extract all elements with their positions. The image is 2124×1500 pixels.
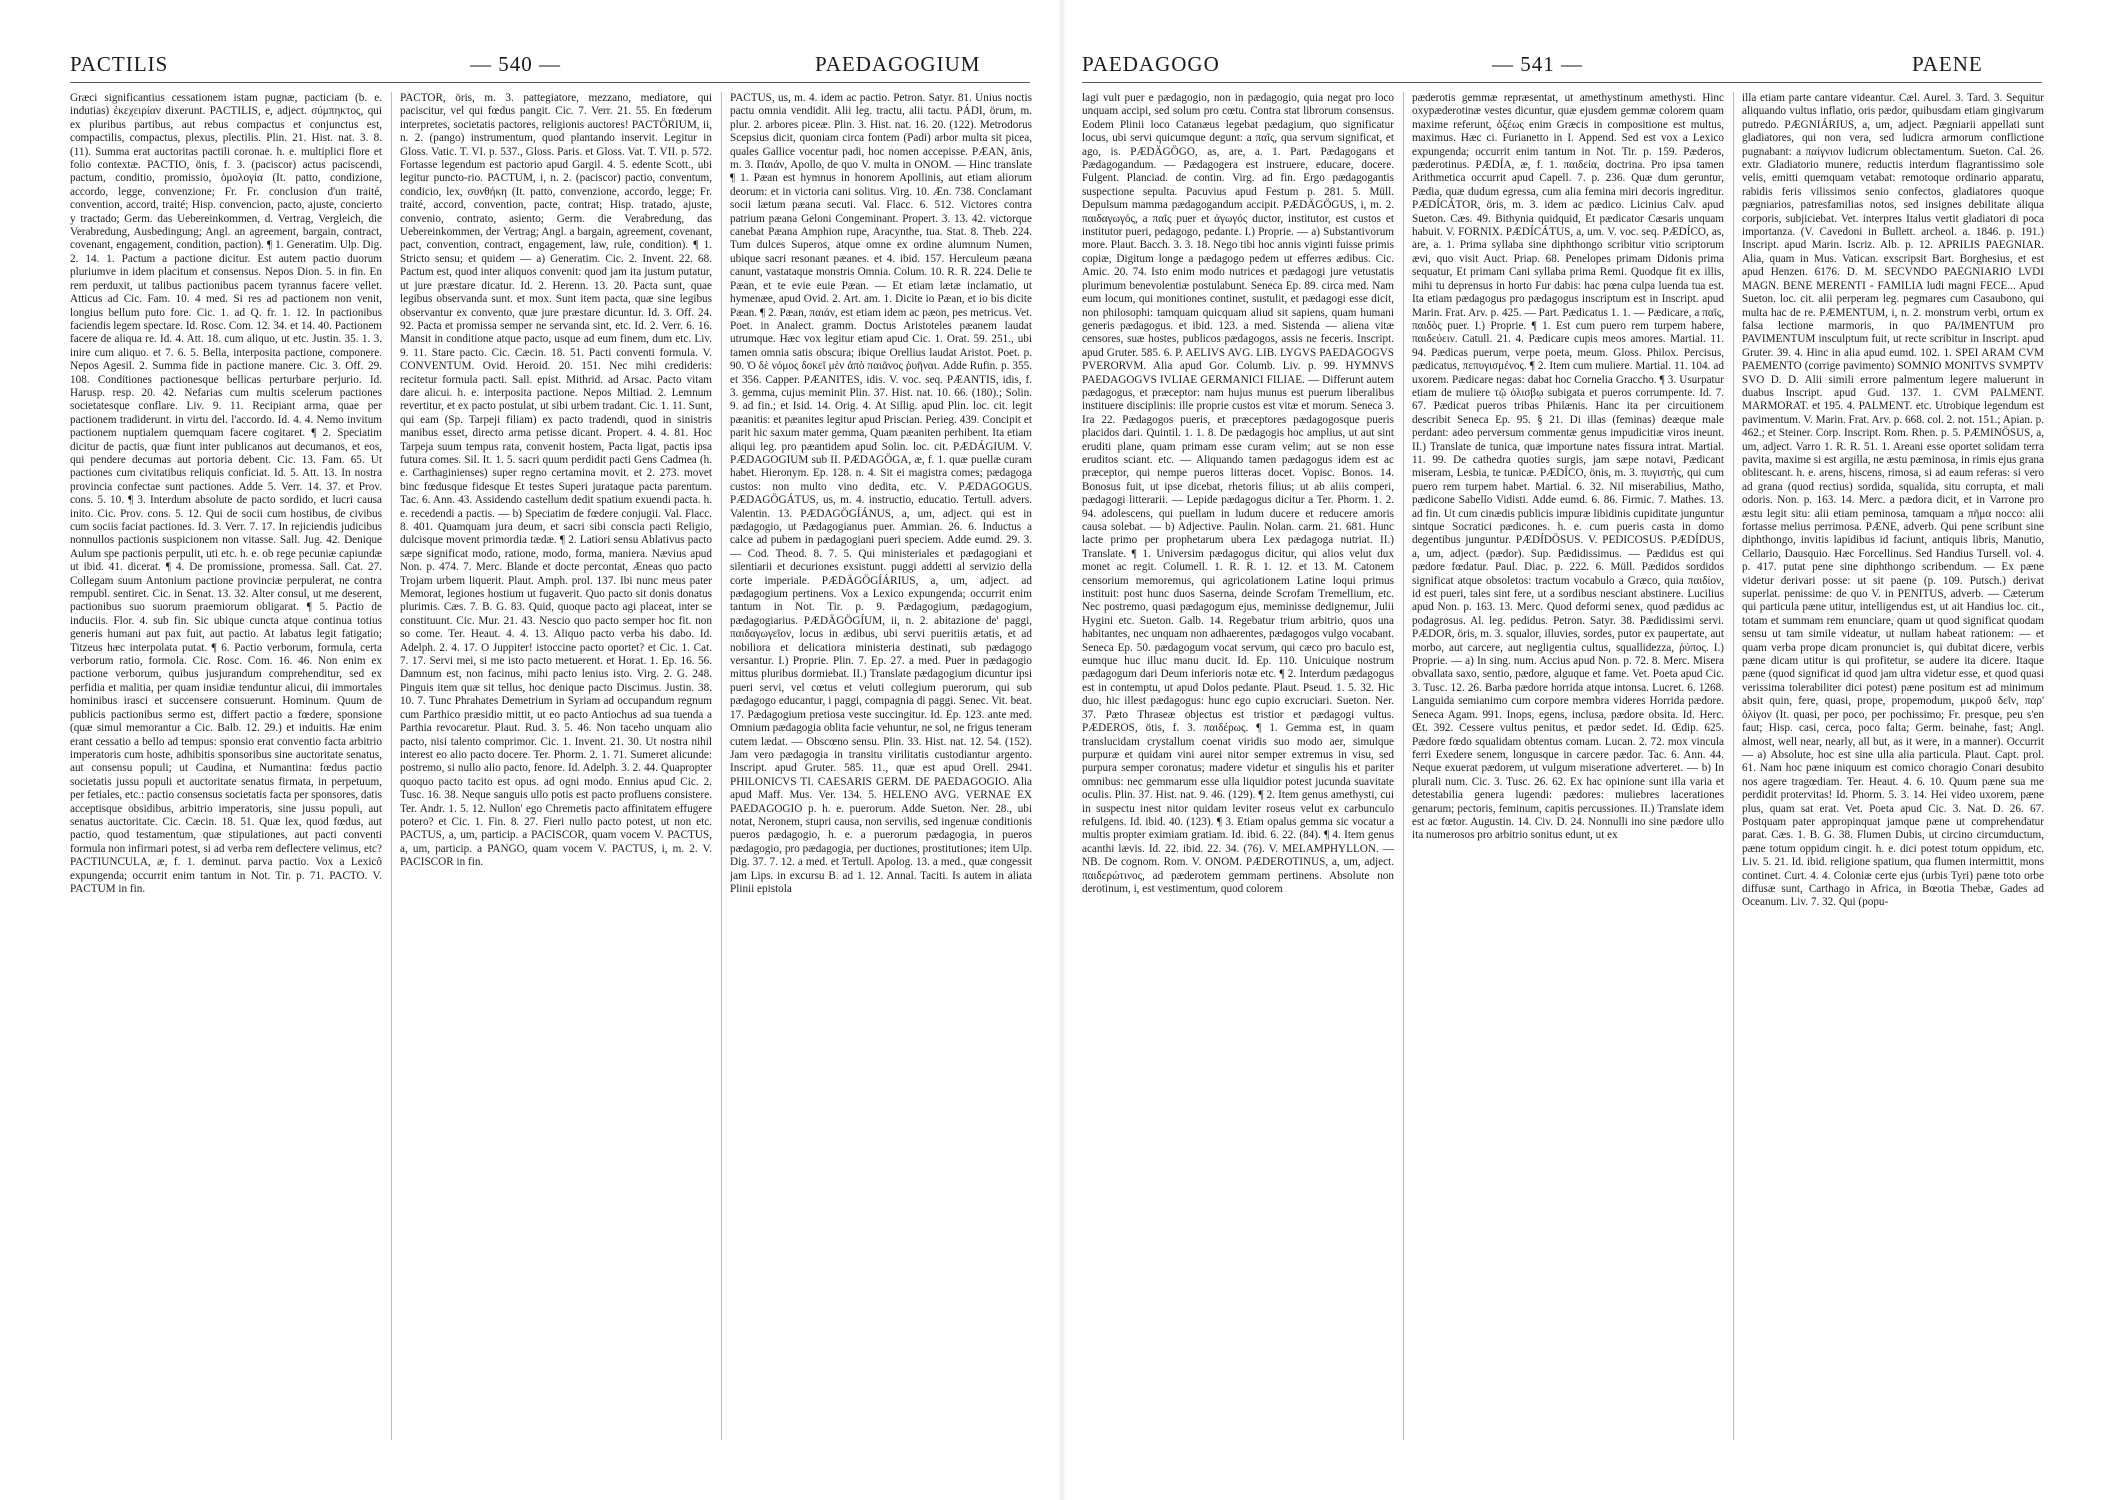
text-column — [730, 92, 1032, 1450]
column-rule — [721, 92, 722, 1440]
page-number: — 541 — — [1492, 52, 1583, 76]
text-column — [1742, 92, 2044, 1450]
text-column — [1082, 92, 1394, 1450]
guide-word-left: PAEDAGOGO — [1082, 52, 1220, 76]
column-text: pæderotis gemmæ repræsentat, ut amethystinum amethysti. Hinc oxypæderotinæ vestes dicuntur, quæ ejusdem gemmæ colorem quam maxime referunt, ὀξέως enim Græcis in compositione est multus, maximus. Hæc ci. Furianetto in I. Append. Sed est vox a Lexico expungenda; occurrit enim tantum in Not. Tir. p. 159. Pæderos, pæderotinus. PÆDÍA, æ, f. 1. παιδεία, doctrina. Pro ipsa tamen Arithmetica occurrit apud Capell. 7. p. 236. Quæ dum geruntur, Pædia, quæ dudum egressa, cum alia femina miri decoris ingreditur. PÆDÍCÁTOR, öris, m. 3. idem ac pædico. Licinius Calv. apud Sueton. Cæs. 49. Bithynia quidquid, Et pædicator Cæsaris unquam habuit. V. FORNIX. PÆDÍCÁTUS, a, um. V. voc. seq. PÆDÍCO, as, are, a. 1. Prima syllaba sine diphthongo scribitur vitio scriptorum ævi, quo visit Auct. Priap. 68. Penelopes primam Didonis prima sequatur, Et primam Cani syllaba prima Remi. Quodque fit ex illis, mihi tu deprensus in horto Fur dabis: hac pœna culpa luenda tua est. Ita etiam pædagogus pro pædagogus inscriptum est in Inscript. apud Marin. Frat. Arv. p. 425. — Part. Pædicatus 1. 1. — Pædicare, a παῖς, παιδὸς puer. I.) Proprie. ¶ 1. Est cum puero rem turpem habere, παιδεύειν. Catull. 21. 4. Pædicare cupis meos amores. Martial. 11. 94. Pædicas puerum, verpe poeta, meum. Gloss. Philox. Percisus, pædicatus, πεπυγισμένος. ¶ 2. Item cum muliere. Martial. 11. 104. ad uxorem. Pædicare negas: dabat hoc Cornelia Graccho. ¶ 3. Usurpatur etiam de muliere τῷ ὀλισβῳ subigata et pueros corrumpente. Id. 7. 67. Pædicat pueros tribas Philænis. Hanc ita per circuitionem describit Seneca Ep. 95. § 21. Di illas (feminas) deæque male perdant: adeo perversum commentæ genus impudicitiæ viros ineunt. II.) Translate de tunica, quæ importune nates fissura intrat. Martial. 11. 99. De cathedra quoties surgis, jam sæpe notavi, Pædicant miseram, Lesbia, te tunicæ. PÆDÍCO, önis, m. 3. πυγιστής, qui cum puero rem turpem habet. Martial. 6. 32. Nil miserabilius, Matho, pædicone Sabello Vidisti. Adde eumd. 6. 86. Firmic. 7. Mathes. 13. ad fin. Ut cum cinædis publicis impuræ libidinis cupiditate junguntur sintque Socratici pædicones. h. e. cum pueris casta in domo degentibus junguntur. PÆDÍDÖSUS. V. PEDICOSUS. PÆDÍDUS, a, um, adject. (pædor). Sup. Pædidissimus. — Pædidus est qui pædore fœdatur. Paul. Diac. p. 222. 6. Müll. Pædidos sordidos significat atque obsoletos: tractum vocabulo a Græco, quia παιδίον, id est pueri, tales sint fere, ut a sordibus nesciant abstinere. Lucilius apud Non. p. 163. 13. Merc. Quod deformi senex, quod pædidus ac podagrosus. Al. leg. pedidus. Petron. Satyr. 38. Pædidissimi servi. PÆDOR, öris, m. 3. squalor, illuvies, sordes, putor ex paupertate, aut morbo, aut carcere, aut negligentia cultus, squallidezza, ῥύπος. I.) Proprie. — a) In sing. num. Accius apud Non. p. 72. 8. Merc. Misera obvallata saxo, sentio, pædore, alguque et fame. Vet. Poeta apud Cic. 3. Tusc. 12. 26. Barba pædore horrida atque intonsa. Lucret. 6. 1268. Languida semianimo cum corpore membra videres Horrida pædore. Seneca Agam. 991. Inops, egens, inclusa, pædore obsita. Id. Herc. Œt. 392. Cessere vultus penitus, et pædor sedet. Id. Œdip. 625. Pædore fœdo squalidam obtentus comam. Lucan. 2. 72. mox vincula ferri Exedere senem, longusque in carcere pædor. Tac. 6. Ann. 44. Neque exuerat pædorem, ut vulgum miseratione adverteret. — b) In plurali num. Cic. 3. Tusc. 26. 62. Ex hac opinione sunt illa varia et detestabilia genera lugendi: pædores: muliebres lacerationes genarum; pectoris, feminum, capitis percussiones. II.) Translate idem est ac fœtor. Augustin. 14. Civ. D. 24. Nonnulli ino sine pædore ullo ita numerosos pro arbitrio sonitus edunt, ut ex — [1412, 92, 1724, 842]
right-page — [1062, 0, 2124, 1500]
column-text: lagi vult puer e pædagogio, non in pædagogio, quia negat pro loco unquam accipi, sed solum pro cœtu. Contra stat librorum consensus. Eodem Plinii loco Catanæus legebat pædagium, quo significatur locus, ubi servi quicumque degunt: a παῖς, qua servum significat, et ago, is. PÆDÄGÖGO, as, are, a. 1. Part. Pædagogans et Pædagogandum. — Pædagogera est instruere, educare, docere. Fulgent. Planciad. de contin. Virg. ad fin. Ergo pædagogantis suspectione sepulta. Pacuvius apud Festum p. 281. 5. Müll. Depulsum mamma pædagogandum accipit. PÆDÄGÖGUS, i, m. 2. παιδαγωγός, a παῖς puer et ἀγωγός ductor, institutor, est custos et institutor pueri, pedagogo, pedante. I.) Proprie. — a) Substantivorum more. Plaut. Bacch. 3. 3. 18. Nego tibi hoc annis viginti fuisse primis copiæ, Digitum longe a pædagogo pedem ut efferres ædibus. Cic. Amic. 20. 74. Isto enim modo nutrices et pædagogi jure vetustatis plurimum benevolentiæ postulabunt. Seneca Ep. 89. circa med. Nam eum locum, qui monitiones continet, sustulit, et pædagogi esse dicit, non philosophi: tamquam quicquam aliud sit sapiens, quam humani generis pædagogus. et ibid. 123. a med. Sistenda — aliena vitæ censores, suæ hostes, publicos pædagogos, assis ne feceris. Inscript. apud Gruter. 585. 6. P. AELIVS AVG. LIB. LYGVS PAEDAGOGVS PVERORVM. Alia apud Gor. Columb. Liv. p. 99. HYMNVS PAEDAGOGVS IVLIAE GERMANICI FILIAE. — Differunt autem pædagogus, et præceptor: nam hujus munus est puerum liberalibus instituere disciplinis: ille proprie custos est vitæ et morum. Seneca 3. Ira 22. Pædagogos pueris, et præceptores pædagogosque pueris placidos dari. Quintil. 1. 1. 8. De pædagogis hoc amplius, ut aut sint eruditi plane, quam primam esse curam velim; aut se non esse eruditos sciant. etc. — Aliquando tamen pædagogus idem est ac præceptor, qui nempe pueros litteras docet. Vopisc. Bonos. 14. Bonosus fuit, ut ipse dicebat, rhetoris filius; ut ab aliis comperi, pædagogi litterarii. — Lepide pædagogus dicitur a Ter. Phorm. 1. 2. 94. adolescens, qui puellam in ludum ducere et reducere amoris causa solebat. — b) Adjective. Paulin. Nolan. carm. 21. 681. Hunc lacte primo per prophetarum ubera Lex pædagoga nutriat. II.) Translate. ¶ 1. Universim pædagogus dicitur, qui alios velut dux monet ac regit. Columell. 1. R. R. 1. 12. et 13. M. Catonem censorium memoremus, qui agricolationem Latine loqui primus instituit: post hunc duos Saserna, deinde Scrofam Tremellium, etc. Nec postremo, quasi pædagogum ejus, meminisse dedignemur, Julii Hygini etc. Sueton. Galb. 14. Regebatur trium arbitrio, quos una habitantes, nec unquam non adhaerentes, pædagogos vulgo vocabant. Seneca Ep. 50. pædagogum vocat servum, qui cæco pro baculo est, eumque huc illuc manu ducit. Id. Ep. 110. Unicuique nostrum pædagogum dari Deum inferioris notæ etc. ¶ 2. Interdum pædagogus est in contemptu, ut apud Dolos pedante. Plaut. Pseud. 1. 5. 32. Hic duo, hic illest pædagogus: hunc ego cupio excruciari. Sueton. Ner. 37. Pæto Thraseæ objectus est tristior et pædagogi vultus. PÆDEROS, ötis, f. 3. παιδέρως. ¶ 1. Gemma est, in quam translucidam crystallum coenat viridis suo modo aer, simulque purpuræ et quidam vini aurei nitor semper extremus in visu, sed purpura semper coronatus; madere videtur et singulis his et pariter omnibus: nec gemmarum esse ulla liquidior potest jucunda suavitate oculis. Plin. 37. Hist. nat. 9. 46. (129). ¶ 2. Item genus amethysti, cui in suspectu inest nitor quidam leviter roseus velut ex carbunculo refulgens. Id. ibid. 40. (123). ¶ 3. Etiam opalus gemma sic vocatur a multis propter eximiam gratiam. Id. ibid. 6. 22. (84). ¶ 4. Item genus acanthi lævis. Id. 22. ibid. 22. 34. (76). V. MELAMPHYLLON. — NB. De cognom. Rom. V. ONOM. PÆDEROTINUS, a, um, adject. παιδερώτινος, ad pæderotem gemmam pertinens. Absolute non derotinum, i, est vestimentum, quod colorem — [1082, 92, 1394, 895]
guide-word-left: PACTILIS — [70, 52, 169, 76]
text-column — [70, 92, 382, 1450]
guide-word-right: PAENE — [1912, 52, 1983, 76]
column-rule — [1403, 92, 1404, 1440]
text-column — [1412, 92, 1724, 1450]
text-column — [400, 92, 712, 1450]
guide-word-right: PAEDAGOGIUM — [815, 52, 981, 76]
column-text: PACTOR, öris, m. 3. pattegiatore, mezzano, mediatore, qui paciscitur, vel qui fœdus pangit. Cic. 7. Verr. 21. 55. En fœderum interpretes, societatis pactores, religionis auctores! PACTÖRIUM, ii, n. 2. (pango) instrumentum, quod plantando inservit. Legitur in Gloss. Vatic. T. VI. p. 537., Gloss. Paris. et Gloss. Vat. T. VII. p. 572. Fortasse legendum est pactorio apud Gargil. 4. 5. edente Scott., ubi legitur puncto-rio. PACTUM, i, n. 2. (paciscor) pactio, conventum, condicio, lex, συνθήκη (It. patto, convenzione, accordo, legge; Fr. traité, accord, convention, pacte, contrat; Hisp. tratado, ajuste, convenio, contrato, asiento; Germ. die Verabredung, das Uebereinkommen, der Vertrag; Angl. a bargain, agreement, covenant, pact, convention, contract, engagement, law, rule, condition). ¶ 1. Stricto sensu; et quidem — a) Generatim. Cic. 2. Invent. 22. 68. Pactum est, quod inter aliquos convenit: quod jam ita justum putatur, ut jure præstare dicatur. Id. 2. Herenn. 13. 20. Pacta sunt, quae legibus observanda sunt. et mox. Sunt item pacta, quæ sine legibus observantur ex convento, quæ jure præstare dicuntur. Id. 3. Off. 24. 92. Pacta et promissa semper ne servanda sint, etc. Id. 2. Verr. 6. 16. Mansit in conditione atque pacto, usque ad eum finem, dum etc. Liv. 9. 11. Stare pacto. Cic. Cæcin. 18. 51. Pacti conventi formula. V. CONVENTUM. Ovid. Heroid. 20. 151. Nec mihi credideris: recitetur formula pacti. Sall. epist. Mithrid. ad Arsac. Pacto vitam dare alicui. h. e. interposita pactione. Nepos Miltiad. 2. Lemnum revertitur, et ex pacto postulat, ut sibi urbem tradant. Cic. 1. 11. Sunt, qui eam (Sp. Tarpeji filiam) ex pacto tradendi, quod in sinistris manibus esset, directo arma petisse dicant. Propert. 4. 4. 81. Hoc Tarpeja suum tempus rata, convenit hostem, Pacta ligat, pactis ipsa futura comes. Sil. It. 1. 5. sacri quum perdidit pacti Gens Cadmea (h. e. Carthaginienses) super regno certamina movit. et 2. 273. movet binc fœdusque fidesque Et testes Superi jurataque pacta parentum. Tac. 6. Ann. 43. Assidendo castellum dedit spatium exuendi pacta. h. e. recedendi a pactis. — b) Speciatim de fœdere conjugii. Val. Flacc. 8. 401. Quamquam jura deum, et sacri sibi conscia pacti Religio, dulcisque movent primordia tædæ. ¶ 2. Latiori sensu Ablativus pacto sæpe significat modo, ratione, modo, forma, maniera. Nævius apud Non. p. 474. 7. Merc. Blande et docte percontat, Æneas quo pacto Trojam urbem liquerit. Plaut. Amph. prol. 137. Ibi nunc meus pater Memorat, legiones hostium ut fugaverit. Quo pacto sit donis donatus plurimis. Cæs. 7. B. G. 83. Quid, quoque pacto agi placeat, inter se constituunt. Cic. Mur. 21. 43. Nescio quo pacto semper hoc fit. non so come. Ter. Heaut. 4. 4. 13. Aliquo pacto verba his dabo. Id. Adelph. 2. 4. 17. O Juppiter! istoccine pacto oportet? et Cic. 1. Cat. 7. 17. Servi mei, si me isto pacto metuerent. et Horat. 1. Ep. 16. 56. Damnum est, non facinus, mihi pacto lenius isto. Virg. 2. G. 248. Pinguis item quæ sit tellus, hoc denique pacto Discimus. Justin. 38. 10. 7. Tunc Phrahates Demetrium in Syriam ad occupandum regnum cum Parthico præsidio mittit, ut eo pacto Antiochus ad sua tuenda a Parthia revocaretur. Plaut. Rud. 3. 5. 46. Non taceho unquam alio pacto, nisi talento comprimor. Cic. 1. Invent. 21. 30. Ut nostra nihil interest eo alio pacto docere. Ter. Phorm. 2. 1. 71. Sumeret alicunde: postremo, si nullo alio pacto, fenore. Id. Adelph. 3. 2. 44. Quapropter quoquo pacto tacito est opus. ad ogni modo. Ennius apud Cic. 2. Tusc. 16. 38. Neque sanguis ullo potis est pacto profluens consistere. Ter. Andr. 1. 5. 12. Nullon' ego Chremetis pacto affinitatem effugere potero? et Cic. 1. Fin. 8. 27. Fieri nullo pacto potest, ut non etc. PACTUS, a, um, particip. a PACISCOR, quam vocem V. PACTUS, a, um, particip. a PANGO, quam vocem V. PACTUS, i, m. 2. V. PACISCOR in fin. — [400, 92, 712, 869]
column-rule — [1733, 92, 1734, 1440]
column-rule — [391, 92, 392, 1440]
header-rule — [1082, 82, 2042, 83]
header-rule — [70, 82, 1030, 83]
running-head-right — [1062, 52, 2124, 78]
running-head-left — [0, 52, 1062, 78]
column-text: illa etiam parte cantare videantur. Cæl. Aurel. 3. Tard. 3. Sequitur aliquando vultus inflatio, oris pædor, quibusdam etiam gingivarum putredo. PÆGNIÁRIUS, a, um, adject. Pægniarii appellati sunt gladiatores, qui non vera, sed ludicra armorum conflictione pugnabant: a παίγνιον ludicrum oblectamentum. Sueton. Cal. 26. extr. Gladiatorio munere, reductis interdum flagrantissimo sole velis, emitti quemquam vetabat: remotoque ordinario apparatu, rabidis feris vilissimos senio confectos, gladiatores quoque pægniarios, patresfamilias notos, sed insignes debilitate aliqua corporis, subjiciebat. Vet. interpres Italus vertit gladiatori di poca importanza. (V. Cavedoni in Bullett. archeol. a. 1846. p. 191.) Inscript. apud Marin. Iscriz. Alb. p. 12. APRILIS PAEGNIAR. Alia, quam in Mus. Vatican. exscripsit Bart. Borghesius, et est apud Henzen. 6176. D. M. SECVNDO PAEGNIARIO LVDI MAGN. BENE MERENTI - FAMILIA ludi magni FECE... Apud Sueton. loc. cit. alii perperam leg. pegmares cum Casaubono, qui multa hac de re. PÆMENTUM, i, n. 2. monstrum verbi, ortum ex falsa lectione marmoris, in quo PA/IMENTUM pro PAVIMENTUM insculptum fuit, ut recte scribitur in Inscript. apud Gruter. 39. 4. Hinc in alia apud eumd. 102. 1. SPEI ARAM CVM PAEMENTO (corrige pavimento) SOMNIO MONITVS SVMPTV SVO D. D. Alii simili errore palmentum legere maluerunt in duabus Inscript. apud Gud. 137. 1. CVM PALMENT. MARMORAT. et 195. 4. PALMENT. etc. Utrobique legendum est pavimentum. V. Marin. Frat. Arv. p. 668. col. 2. not. 151.; Apian. p. 462.; et Steiner. Corp. Inscript. Rom. Rhen. p. 5. PÆMINÖSUS, a, um, adject. Varro 1. R. R. 51. 1. Areani esse oportet solidam terra pavita, maxime si est argilla, ne æstu pæminosa, in rimis ejus grana oblitescant. h. e. arens, hiscens, rimosa, si ad eaum referas: si vero ad grana (quod rectius) sordida, squalida, situ corrupta, et mali odoris. Non. p. 163. 14. Merc. a pædora dicit, et in Varrone pro æstu legit situ: alii etiam peminosa, tamquam a πῆμα nocco: alii fortasse melius perrimosa. PÆNE, adverb. Qui pene scribunt sine diphthongo, invitis lapidibus id faciunt, antiquis libris, Manutio, Cellario, Dausquio. Hæc Forcellinus. Sed Handius Tursell. vol. 4. p. 417. putat pene sine diphthongo scribendum. — Ex pæne videtur derivari posse: ut sit paene (p. 109. Putsch.) derivat superlat. penissime: de quo V. in PENITUS, adverb. — Cæterum qui particula pæne utitur, intelligendus est, ut ait Handius loc. cit., totam et summam rem enunciare, quam ut quod significat quodam sensu ut tam simile videatur, ut nullam habeat rationem: — et quam verba prope dicam pronunciet is, qui dubitat dicere, verbis pæne dicam utitur is qui profitetur, se audere ita dicere. Itaque pæne (quod significat id quod jam ultra videtur esse, et quod quasi verissima tolerabiliter dici potest) pæne positum est ad minimum absit quin, fere, quasi, prope, propemodum, μικροῦ δεῖν, παρ' ὀλίγον (It. quasi, per poco, per pochissimo; Fr. presque, peu s'en faut; Hisp. casi, cerca, poco falta; Germ. beinahe, fast; Angl. almost, well near, nearly, all but, as it were, in a manner). Occurrit — a) Absolute, hoc est sine ulla alia particula. Plaut. Capt. prol. 61. Nam hoc pæne iniquum est comico choragio Conari desubito nos agere tragœdiam. Ter. Heaut. 4. 6. 10. Quum pæne sua me perdidit protervitas! Id. Phorm. 5. 3. 14. Hei video uxorem, pæne plus, quam sat erat. Vet. Poeta apud Cic. 3. Nat. D. 26. 67. Postquam pater appropinquat jamque pæne ut comprehendatur parat. Cæs. 1. B. G. 38. Flumen Dubis, ut circino circumductum, pæne totum oppidum cingit. h. e. dici potest totum oppidum, etc. Liv. 5. 21. Id. ibid. religione spatium, qua flumen intermittit, mons continet. Curt. 4. 4. Coloniæ certe ejus (urbis Tyri) pæne toto orbe diffusæ sunt, Carthago in Africa, in Bœotia Thebæ, Gades ad Oceanum. Liv. 7. 32. Qui (popu- — [1742, 92, 2044, 909]
column-text: PACTUS, us, m. 4. idem ac pactio. Petron. Satyr. 81. Unius noctis pactu omnia vendidit. Alii leg. tractu, alii tactu. PÁDI, örum, m. plur. 2. arbores piceæ. Plin. 3. Hist. nat. 16. 20. (122). Metrodorus Scepsius dicit, quoniam circa fontem (Padi) arbor multa sit picea, quales Gallice vocentur padi, hoc nomen accepisse. PÆAN, ānis, m. 3. Παιάν, Apollo, de quo V. multa in ONOM. — Hinc translate ¶ 1. Pæan est hymnus in honorem Apollinis, aut etiam aliorum deorum: et in victoria cani solitus. Virg. 10. Æn. 738. Conclamant socii lætum pæana secuti. Val. Flacc. 6. 512. Victores contra patrium pæana Geloni Congeminant. Propert. 3. 13. 42. victorque canebat Pæana Amphion rupe, Aracynthe, tua. Stat. 8. Theb. 224. Tum dulces Superos, atque omne ex ordine alumnum Numen, ubique sacri resonant pæanes. et 4. ibid. 157. Herculeum pæana canunt, vastataque monstris Omnia. Colum. 10. R. R. 224. Delie te Pæan, et te evie euie Pæan. — Et etiam lætæ inclamatio, ut hymenæe, apud Ovid. 2. Art. am. 1. Dicite io Pæan, et io bis dicite Pæan. ¶ 2. Pæan, παιάν, est etiam idem ac pæon, pes metricus. Vet. Poet. in Analect. gramm. Doctus Aristoteles pæanem laudat utrumque. Hæc vox legitur etiam apud Cic. 1. Orat. 59. 251., ubi tamen omnia satis obscura; ibique Orellius laudat Aristot. Poet. p. 90. Ὁ δὲ νόμος δοκεῖ μὲν ἀπὸ παιᾶνος ῥυῆναι. Adde Rufin. p. 355. et 356. Capper. PÆANITES, idis. V. voc. seq. PÆANTIS, idis, f. 3. gemma, cujus meminit Plin. 37. Hist. nat. 10. 66. (180).; Solin. 9. ad fin.; et Isid. 14. Orig. 4. At Sillig. apud Plin. loc. cit. legit pæanitis: et pæanites legitur apud Priscian. Perieg. 439. Concipit et parit hic saxum mater gemma, Quam pæaniten perhibent. Ita etiam aliqui leg. pro pæantidem apud Solin. loc. cit. PÆDÁGIUM. V. PÆDAGOGIUM sub II. PÆDAGÖGA, æ, f. 1. quæ puellæ curam habet. Hieronym. Ep. 128. n. 4. Sit ei magistra comes; pædagoga custos: non multo vino dedita, etc. V. PÆDAGOGUS. PÆDAGÖGÁTUS, us, m. 4. instructio, educatio. Tertull. advers. Valentin. 13. PÆDAGÖGÍÁNUS, a, um, adject. qui est in pædagogio, ut Pædagogianus puer. Ammian. 26. 6. Inductus a calce ad pubem in pædagogiani pueri speciem. Adde eumd. 29. 3. — Cod. Theod. 8. 7. 5. Qui ministeriales et pædagogiani et silentiarii et decuriones exsistunt. puggi addetti al servizio della corte imperiale. PÆDÄGÖGÍÁRIUS, a, um, adject. ad pædagogium pertinens. Vox a Lexico expungenda; occurrit enim tantum in Not. Tir. p. 9. Pædagogium, pædagogium, pædagogiarius. PÆDÄGÖGÍUM, ii, n. 2. abitazione de' paggi, παιδαγωγεῖον, locus in ædibus, ubi servi pueritiis ætatis, et ad nobiliora et delicatiora ministeria destinati, sub pædagogo versantur. I.) Proprie. Plin. 7. Ep. 27. a med. Puer in pædagogio mittus pluribus dormiebat. II.) Translate pædagogium dicuntur ipsi pueri servi, vel cœtus et veluti collegium puerorum, qui sub pædagogo educantur, i paggi, compagnia di paggi. Senec. Vit. beat. 17. Pædagogium pretiosa veste succingitur. Id. Ep. 123. ante med. Omnium pædagogia oblita facie vehuntur, ne sol, ne frigus teneram cutem lædat. — Obscœno sensu. Plin. 33. Hist. nat. 12. 54. (152). Jam vero pædagogia in transitu virilitatis custodiantur argento. Inscript. apud Gruter. 585. 11., quæ est apud Orell. 2941. PHILONICVS TI. CAESARIS GERM. DE PAEDAGOGIO. Alia apud Maff. Mus. Ver. 134. 5. HELENO AVG. VERNAE EX PAEDAGOGIO p. h. e. puerorum. Adde Sueton. Ner. 28., ubi notat, Neronem, stupri causa, non servilis, sed ingenuæ conditionis pueros pædagogio, h. e. a puerorum pædagogia, in pueros pædagogio, pro pædagogia, per ductiones, prostitutiones; item Ulp. Dig. 37. 7. 12. a med. et Tertull. Apolog. 13. a med., quæ congessit jam Lips. in excursu B. ad 1. 12. Annal. Taciti. Is autem in aliata Plinii epistola — [730, 92, 1032, 895]
page-number: — 540 — — [470, 52, 561, 76]
column-text: Græci significantius cessationem istam pugnæ, pacticiam (b. e. indutias) ἐκεχειρίαν dixerunt. PACTILIS, e, adject. σύμπηκτος, qui ex pluribus partibus, aut rebus compactus et conjunctus est, compactilis, compactus, plexus, plectilis. Plin. 21. Hist. nat. 3. 8. (11). Summa erat auctoritas pactili coronae. h. e. multiplici flore et folio contextæ. PACTIO, önis, f. 3. (paciscor) actus paciscendi, pactum, conditio, promissio, ὁμολογία (It. patto, condizione, accordo, legge, convenzione; Fr. Fr. conclusion d'un traité, convention, accord, traité; Hisp. convencion, pacto, ajuste, concierto y tractado; Germ. das Uebereinkommen, d. Vertrag, Vergleich, die Verabredung, Ausbedingung; Angl. an agreement, bargain, contract, covenant, engagement, condition, paction). ¶ 1. Generatim. Ulp. Dig. 2. 14. 1. Pactum a pactione dicitur. Est autem pactio duorum pluriumve in idem placitum et consensus. Nepos Dion. 5. in fin. En rem perduxit, ut talibus pactionibus pacem tyrannus facere vellet. Atticus ad Cic. Fam. 10. 4 med. Si res ad pactionem non venit, longius bellum puto fore. Cic. 1. ad Q. fr. 1. 12. In pactionibus faciendis legem spectare. Id. Rosc. Com. 12. 34. et 14. 40. Pactionem facere de aliqua re. Id. 4. Att. 18. cum aliquo, ut etc. Justin. 35. 1. 3. inire cum aliquo. et 7. 6. 5. Bella, interposita pactione, componere. Nepos Agesil. 2. Summa fide in pactione manere. Cic. 3. Off. 29. 108. Conditiones pactionesque bellicas perturbare perjurio. Id. Harusp. resp. 20. 42. Nefarias cum multis scelerum pactiones societatesque conflare. Liv. 9. 11. Recipiant arma, quae per pactionem tradiderunt. in virtu del. l'accordo. Id. 4. 4. Nemo invitum pactionem nuptialem quemquam facere cogitaret. ¶ 2. Speciatim dicitur de pactis, quæ fiunt inter publicanos aut decumanos, et eos, qui pendere decumas aut portoria debent. Cic. 13. Fam. 65. Ut pactiones cum civitatibus reliquis conficiat. Id. 5. Att. 13. In nostra provincia confectae sunt pactiones. Adde 5. Verr. 14. 37. et Prov. cons. 5. 10. ¶ 3. Interdum absolute de pacto sordido, et lucri causa inito. Cic. Prov. cons. 5. 12. Qui de socii cum hostibus, de civibus cum sociis faciat pactiones. Id. 3. Verr. 7. 17. In rejiciendis judicibus nonnullos pactionis suspicionem non vitasse. Sall. Jug. 42. Denique Aulum spe pactionis perpulit, uti etc. h. e. ob rege pecuniæ capiundæ ut ibid. 41. dicerat. ¶ 4. De promissione, promessa. Sall. Cat. 27. Collegam suum Antonium pactione provinciæ perpulerat, ne contra rempubl. sentiret. Cic. in Senat. 13. 32. Alter consul, ut me deserent, pactionibus suo suorum praemiorum obligarat. ¶ 5. Pactio de induciis. Flor. 4. sub fin. Sic ubique cuncta atque continua totius generis humani aut pax fuit, aut pactio. At labatus legit fatigatio; Titzeus hæc interpolata putat. ¶ 6. Pactio verborum, formula, certa verborum ratio, formola. Cic. Rosc. Com. 16. 46. Non enim ex pactione verborum, quibus jusjurandum comprehenditur, sed ex perfidia et malitia, per quam insidiæ tenduntur alicui, dii immortales hominibus irasci et succensere consuerunt. Hominum. Quum de publicis pactionibus sermo est, differt pactio a fœdere, sponsione (quæ simul memorantur a Cic. Balb. 12. 29.) et induitis. Hæ enim erant cessatio a bello ad tempus: sponsio erat conventio facta arbitrio imperatoris cum hoste, adhibitis sponsoribus sine auctoritate senatus, aut consensu populi; ut Caudina, et Numantina: fœdus pactio societatis jussu populi et auctoritate senatus firmata, in perpetuum, per fetiales, etc.: pactio consensus societatis facta per sponsores, datis acceptisque obsidibus, arbitrio imperatoris, sine jussu populi, aut senatus auctoritate. Cic. Cæcin. 18. 51. Quæ lex, quod fœdus, aut pactio, quod testamentum, quæ stipulationes, aut pacti conventi formula non infirmari potest, si ad verba rem deflectere velimus, etc? PACTIUNCULA, æ, f. 1. deminut. parva pactio. Vox a Lexicô expungenda; occurrit enim tantum in Not. Tir. p. 71. PACTO. V. PACTUM in fin. — [70, 92, 382, 895]
